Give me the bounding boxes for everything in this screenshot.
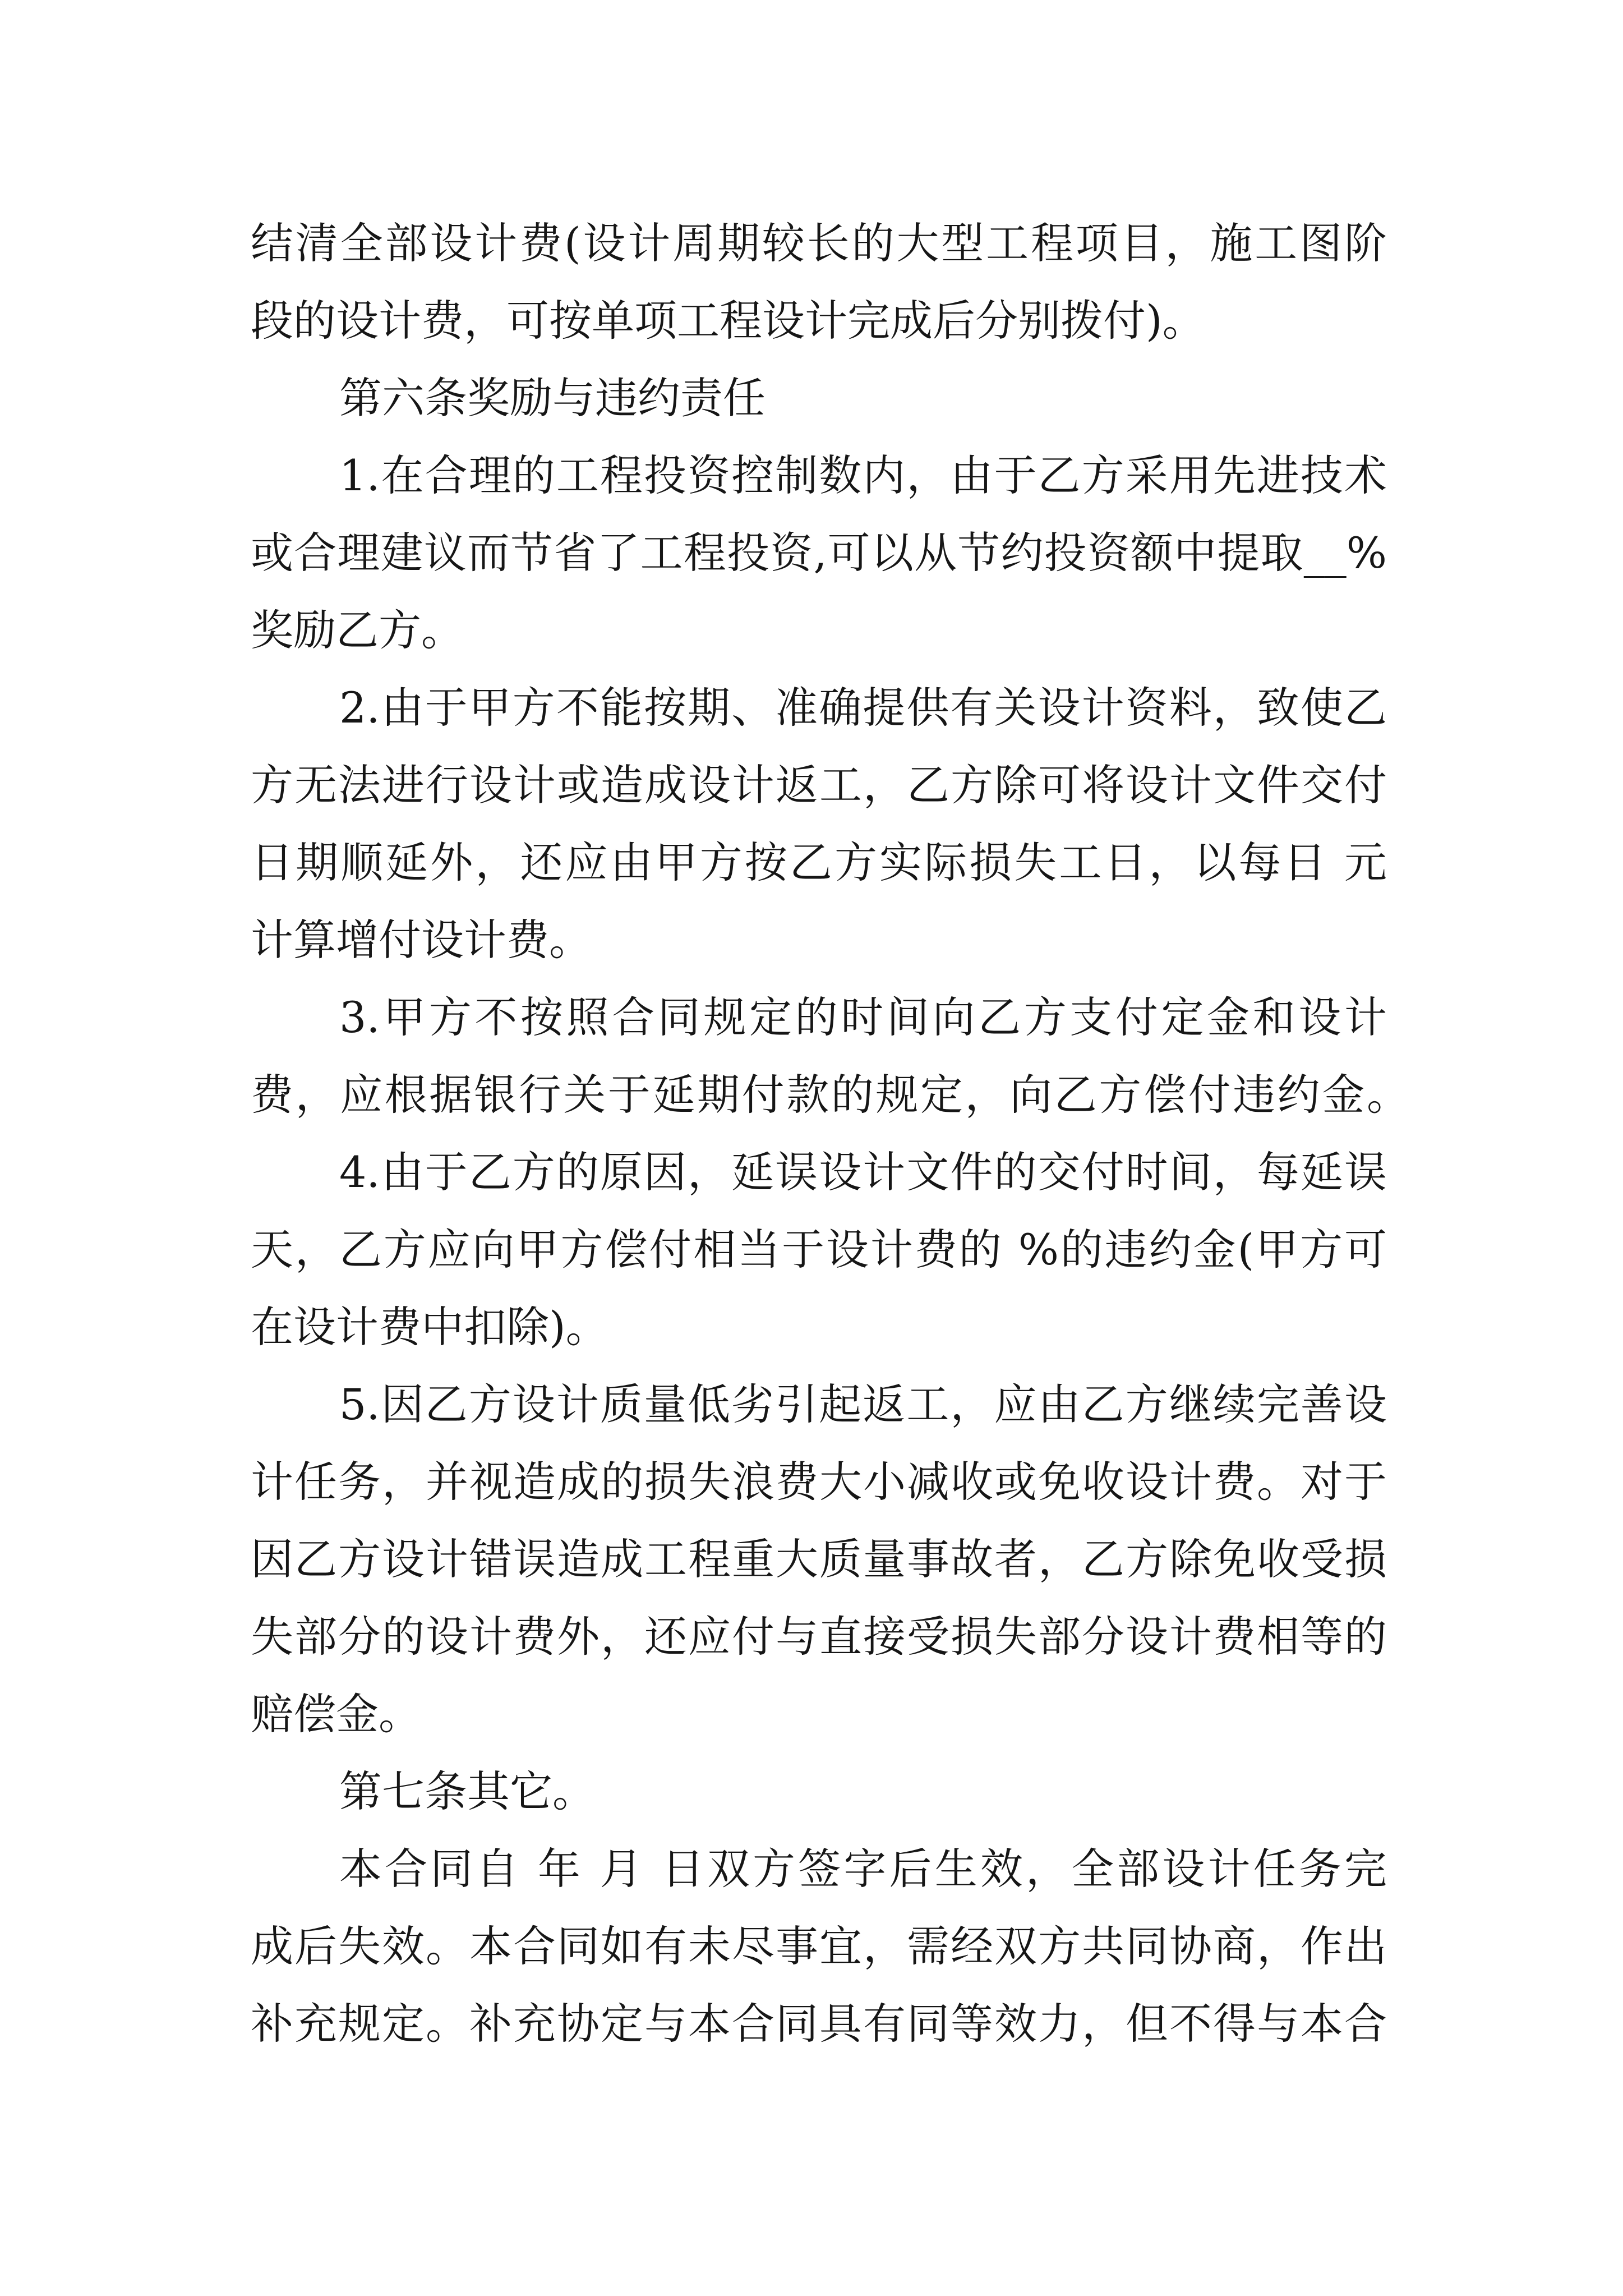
text-line: 2.由于甲方不能按期、准确提供有关设计资料，致使乙 [339,683,1387,733]
text-line: 奖励乙方。 [251,605,464,655]
text-line: 第七条其它。 [339,1766,595,1816]
text-line: 本合同自 年 月 日双方签字后生效，全部设计任务完 [339,1844,1387,1894]
text-line: 补充规定。补充协定与本合同具有同等效力，但不得与本合 [251,1999,1387,2049]
article-6-item-2 [251,669,1417,979]
article-6-heading [251,360,1417,437]
document-body [251,205,1417,2063]
text-line: 计任务，并视造成的损失浪费大小减收或免收设计费。对于 [251,1457,1387,1507]
article-6-item-3 [251,979,1417,1134]
text-line: 5.因乙方设计质量低劣引起返工，应由乙方继续完善设 [339,1379,1387,1429]
text-line: 或合理建议而节省了工程投资,可以从节约投资额中提取__% [251,528,1387,578]
article-7-body [251,1830,1417,2063]
article-6-item-5 [251,1366,1417,1753]
text-line: 段的设计费，可按单项工程设计完成后分别拨付)。 [251,296,1205,346]
text-line: 因乙方设计错误造成工程重大质量事故者，乙方除免收受损 [251,1534,1387,1584]
text-line: 失部分的设计费外，还应付与直接受损失部分设计费相等的 [251,1612,1387,1662]
text-line: 在设计费中扣除)。 [251,1302,608,1352]
text-line: 1.在合理的工程投资控制数内，由于乙方采用先进技术 [339,450,1387,500]
text-line: 计算增付设计费。 [251,915,592,965]
article-6-item-1 [251,437,1417,669]
article-6-item-4 [251,1134,1417,1366]
text-line: 日期顺延外，还应由甲方按乙方实际损失工日，以每日 元 [251,838,1387,887]
payment-terms-continuation [251,205,1417,360]
text-line: 赔偿金。 [251,1689,421,1739]
text-line: 3.甲方不按照合同规定的时间向乙方支付定金和设计 [339,992,1387,1042]
text-line: 4.由于乙方的原因，延误设计文件的交付时间，每延误 [339,1147,1387,1197]
text-line: 天，乙方应向甲方偿付相当于设计费的 %的违约金(甲方可 [251,1225,1387,1274]
text-line: 方无法进行设计或造成设计返工，乙方除可将设计文件交付 [251,760,1387,810]
text-line: 结清全部设计费(设计周期较长的大型工程项目，施工图阶 [251,218,1387,268]
text-line: 费，应根据银行关于延期付款的规定，向乙方偿付违约金。 [251,1070,1409,1120]
text-line: 成后失效。本合同如有未尽事宜，需经双方共同协商，作出 [251,1921,1387,1971]
text-line: 第六条奖励与违约责任 [339,373,766,423]
article-7-heading [251,1753,1417,1830]
